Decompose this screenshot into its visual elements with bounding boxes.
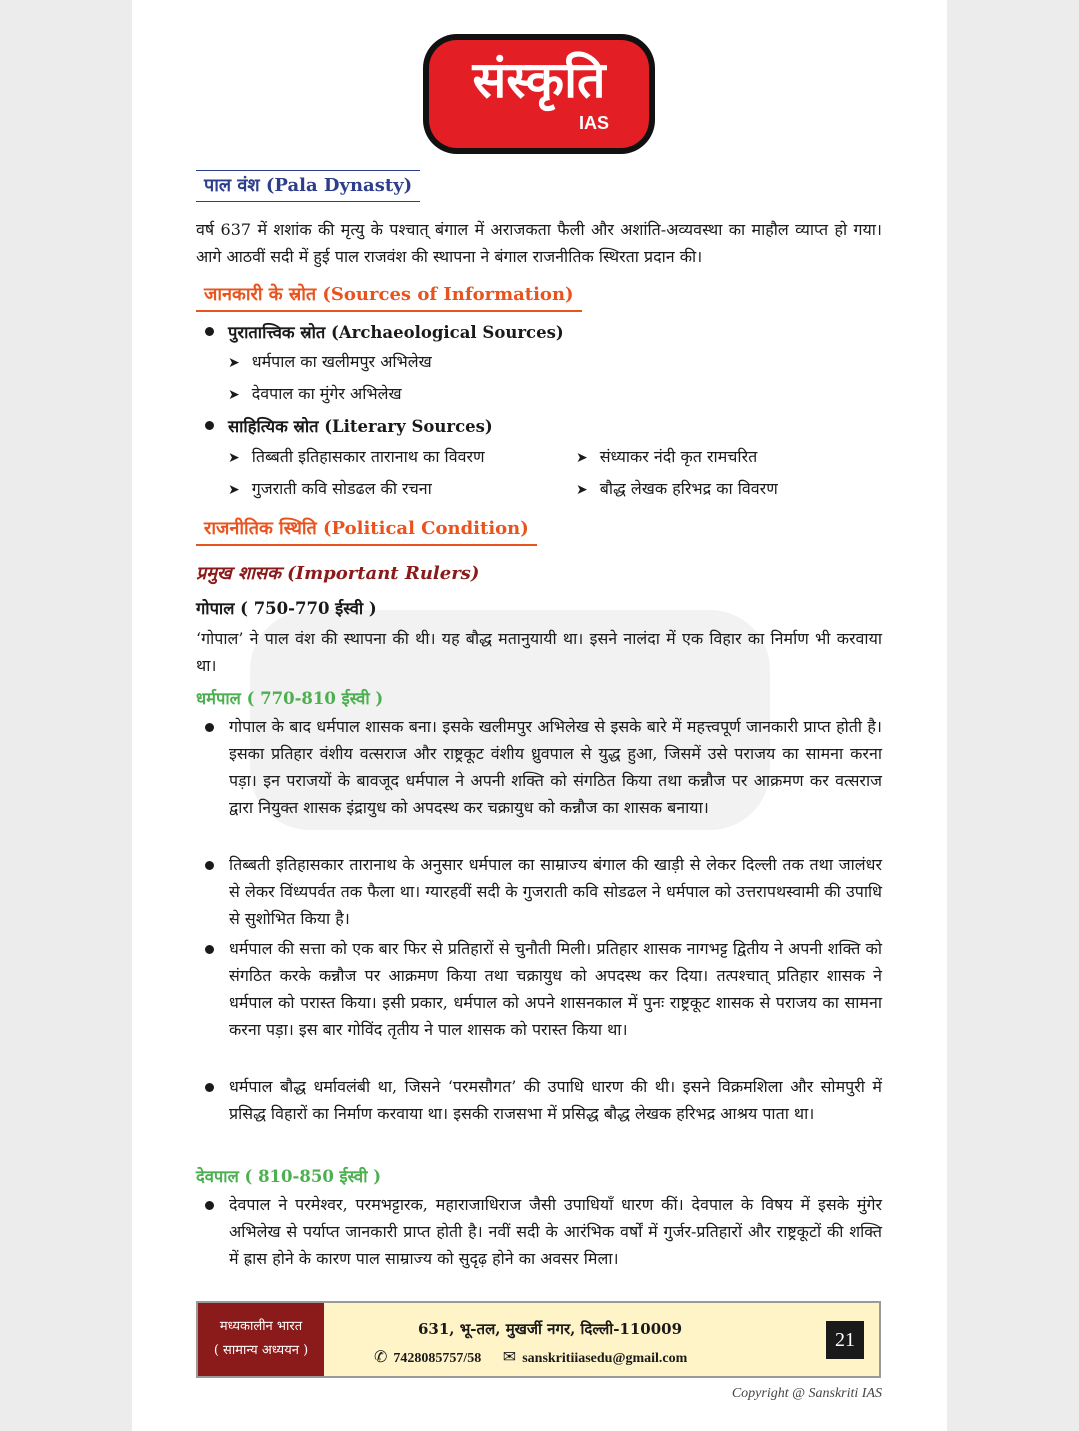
ruler-heading-devpal: देवपाल ( 810-850 ईस्वी ) — [196, 1167, 382, 1186]
list-item: धर्मपाल बौद्ध धर्मावलंबी था, जिसने ‘परमसौगत’ की उपाधि धारण की थी। इसने विक्रमशिला और सोमपुरी में प्रसिद्ध विहारों का निर्माण करवाया था। इसकी राजसभा में प्रसिद्ध बौद्ध लेखक हरिभद्र आश्रय पाता था। — [205, 1073, 882, 1127]
arrow-bullet-icon: ➤ — [576, 450, 588, 466]
copyright-text: Copyright @ Sanskriti IAS — [731, 1386, 882, 1401]
list-item: तिब्बती इतिहासकार तारानाथ के अनुसार धर्मपाल का साम्राज्य बंगाल की खाड़ी से लेकर दिल्ली तक तथा जालंधर से लेकर विंध्यपर्वत तक फैला था। ग्यारहवीं सदी के गुजराती कवि सोडढल ने धर्मपाल को उत्तरापथस्वामी की उपाधि से सुशोभित किया है। — [205, 851, 882, 932]
bullet-icon — [205, 421, 214, 430]
arrow-bullet-icon: ➤ — [576, 482, 588, 498]
bullet-icon — [205, 723, 214, 732]
footer-contact — [374, 1347, 687, 1367]
list-item: धर्मपाल की सत्ता को एक बार फिर से प्रतिहारों से चुनौती मिली। प्रतिहार शासक नागभट्ट द्वितीय ने अपनी शक्ति को संगठित करके कन्नौज पर आक्रमण किया तथा चक्रायुध को अपदस्थ कर दिया। तत्पश्चात् प्रतिहार शासक ने धर्मपाल को परास्त किया। इसी प्रकार, धर्मपाल को अपने शासनकाल में पुनः राष्ट्रकूट शासक से पराजय का सामना करना पड़ा। इस बार गोविंद तृतीय ने पाल शासक को परास्त किया था। — [205, 935, 882, 1043]
list-item: ➤ गुजराती कवि सोडढल की रचना — [228, 479, 432, 498]
footer-address: 631, भू-तल, मुखर्जी नगर, दिल्ली-110009 — [418, 1320, 683, 1338]
gopal-paragraph: ‘गोपाल’ ने पाल वंश की स्थापना की थी। यह बौद्ध मतानुयायी था। इसने नालंदा में एक विहार का निर्माण भी करवाया था। — [196, 629, 882, 675]
bullet-icon — [205, 1201, 214, 1210]
arrow-bullet-icon: ➤ — [228, 387, 240, 403]
section-heading-sources: जानकारी के स्रोत (Sources of Information) — [196, 280, 582, 312]
footer-phone: 7428085757/58 — [393, 1351, 482, 1366]
arrow-bullet-icon: ➤ — [228, 450, 240, 466]
list-item: गोपाल के बाद धर्मपाल शासक बना। इसके खलीमपुर अभिलेख से इसके बारे में महत्त्वपूर्ण जानकारी प्राप्त होती है। इसका प्रतिहार वंशीय वत्सराज और राष्ट्रकूट वंशीय ध्रुवपाल से युद्ध हुआ, जिसमें उसे पराजय का सामना करना पड़ा। इन पराजयों के बावजूद धर्मपाल ने अपनी शक्ति को संगठित किया तथा कन्नौज पर आक्रमण कर वत्सराज द्वारा नियुक्त शासक इंद्रायुध को अपदस्थ कर चक्रायुध को कन्नौज का शासक बनाया। — [205, 713, 882, 821]
list-item: ➤ देवपाल का मुंगेर अभिलेख — [228, 384, 402, 403]
footer-subject: मध्यकालीन भारत — [219, 1319, 303, 1334]
bullet-icon — [205, 945, 214, 954]
list-item: ➤ तिब्बती इतिहासकार तारानाथ का विवरण — [228, 447, 485, 466]
footer-subject-sub: ( सामान्य अध्ययन ) — [213, 1343, 309, 1358]
bullet-icon — [205, 327, 214, 336]
literary-sources-heading: साहित्यिक स्रोत (Literary Sources) — [205, 414, 493, 437]
bullet-icon — [205, 1083, 214, 1092]
brand-logo — [423, 34, 655, 154]
list-item: ➤ बौद्ध लेखक हरिभद्र का विवरण — [576, 479, 778, 498]
important-rulers-subheading: प्रमुख शासक (Important Rulers) — [196, 563, 480, 584]
section-heading-pala-dynasty: पाल वंश (Pala Dynasty) — [196, 170, 420, 202]
section-heading-political-condition: राजनीतिक स्थिति (Political Condition) — [196, 514, 537, 546]
ruler-heading-dharmapal: धर्मपाल ( 770-810 ईस्वी ) — [196, 689, 384, 708]
list-item: देवपाल ने परमेश्वर, परमभट्टारक, महाराजाधिराज जैसी उपाधियाँ धारण कीं। देवपाल के विषय में इसके मुंगेर अभिलेख से पर्याप्त जानकारी प्राप्त होती है। नवीं सदी के आरंभिक वर्षों में गुर्जर-प्रतिहारों और राष्ट्रकूटों की शक्ति में ह्रास होने के कारण पाल साम्राज्य को सुदृढ़ होने का अवसर मिला। — [205, 1191, 882, 1272]
logo-text: संस्कृति — [472, 51, 606, 109]
footer-subject-box — [198, 1303, 324, 1376]
list-item: ➤ संध्याकर नंदी कृत रामचरित — [576, 447, 758, 466]
logo-sub-text: IAS — [578, 113, 609, 133]
list-item: ➤ धर्मपाल का खलीमपुर अभिलेख — [228, 352, 432, 371]
footer-email: sanskritiiasedu@gmail.com — [522, 1351, 688, 1366]
page-footer — [196, 1301, 881, 1378]
email-icon: ✉ — [502, 1347, 517, 1366]
page-number: 21 — [826, 1321, 864, 1359]
intro-paragraph: वर्ष 637 में शशांक की मृत्यु के पश्चात् बंगाल में अराजकता फैली और अशांति-अव्यवस्था का माहौल व्याप्त हो गया। आगे आठवीं सदी में हुई पाल राजवंश की स्थापना ने बंगाल राजनीतिक स्थिरता प्रदान की। — [196, 220, 882, 266]
archaeological-sources-heading: पुरातात्त्विक स्रोत (Archaeological Sources) — [205, 320, 564, 343]
phone-icon: ✆ — [374, 1347, 388, 1366]
arrow-bullet-icon: ➤ — [228, 482, 240, 498]
arrow-bullet-icon: ➤ — [228, 355, 240, 371]
bullet-icon — [205, 861, 214, 870]
ruler-heading-gopal: गोपाल ( 750-770 ईस्वी ) — [196, 599, 377, 618]
